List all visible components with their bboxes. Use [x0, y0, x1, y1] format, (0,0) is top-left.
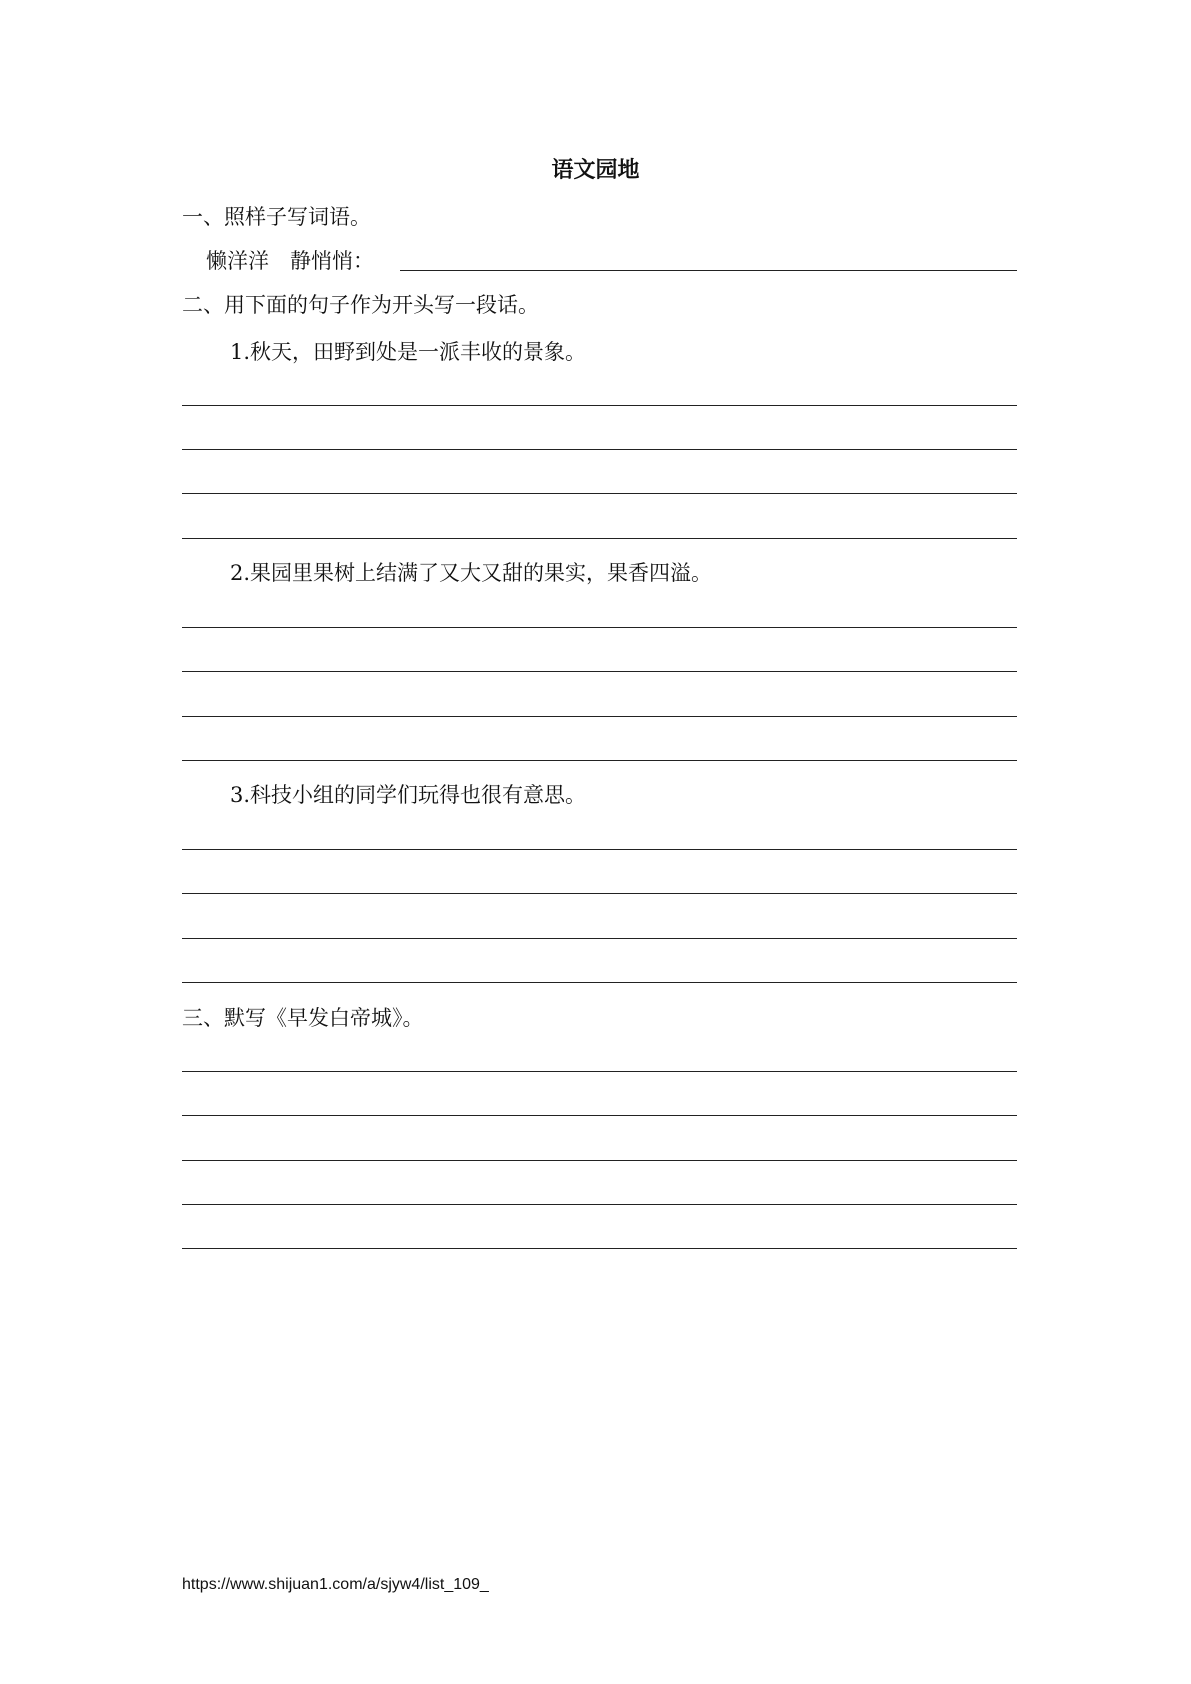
- section1-heading: 一、照样子写词语。: [182, 205, 371, 229]
- writing-line[interactable]: [182, 1160, 1017, 1161]
- writing-line[interactable]: [182, 538, 1017, 539]
- writing-line[interactable]: [182, 671, 1017, 672]
- writing-line[interactable]: [182, 405, 1017, 406]
- writing-line[interactable]: [182, 849, 1017, 850]
- section2-item-2: 2.果园里果树上结满了又大又甜的果实，果香四溢。: [230, 561, 713, 585]
- writing-line[interactable]: [182, 449, 1017, 450]
- section2-item-3: 3.科技小组的同学们玩得也很有意思。: [230, 783, 587, 807]
- section2-heading: 二、用下面的句子作为开头写一段话。: [182, 293, 539, 317]
- answer-line-section1[interactable]: [400, 270, 1017, 271]
- writing-line[interactable]: [182, 627, 1017, 628]
- writing-line[interactable]: [182, 1071, 1017, 1072]
- writing-line[interactable]: [182, 716, 1017, 717]
- writing-line[interactable]: [182, 1115, 1017, 1116]
- page-title: 语文园地: [551, 158, 640, 183]
- section2-item-1: 1.秋天，田野到处是一派丰收的景象。: [230, 340, 587, 364]
- section3-heading: 三、默写《早发白帝城》。: [182, 1006, 424, 1030]
- writing-line[interactable]: [182, 760, 1017, 761]
- writing-line[interactable]: [182, 982, 1017, 983]
- writing-line[interactable]: [182, 1204, 1017, 1205]
- footer-url[interactable]: https://www.shijuan1.com/a/sjyw4/list_109_: [182, 1576, 489, 1593]
- writing-line[interactable]: [182, 1248, 1017, 1249]
- writing-line[interactable]: [182, 893, 1017, 894]
- writing-line[interactable]: [182, 493, 1017, 494]
- writing-line[interactable]: [182, 938, 1017, 939]
- section1-example: 懒洋洋 静悄悄：: [206, 249, 374, 273]
